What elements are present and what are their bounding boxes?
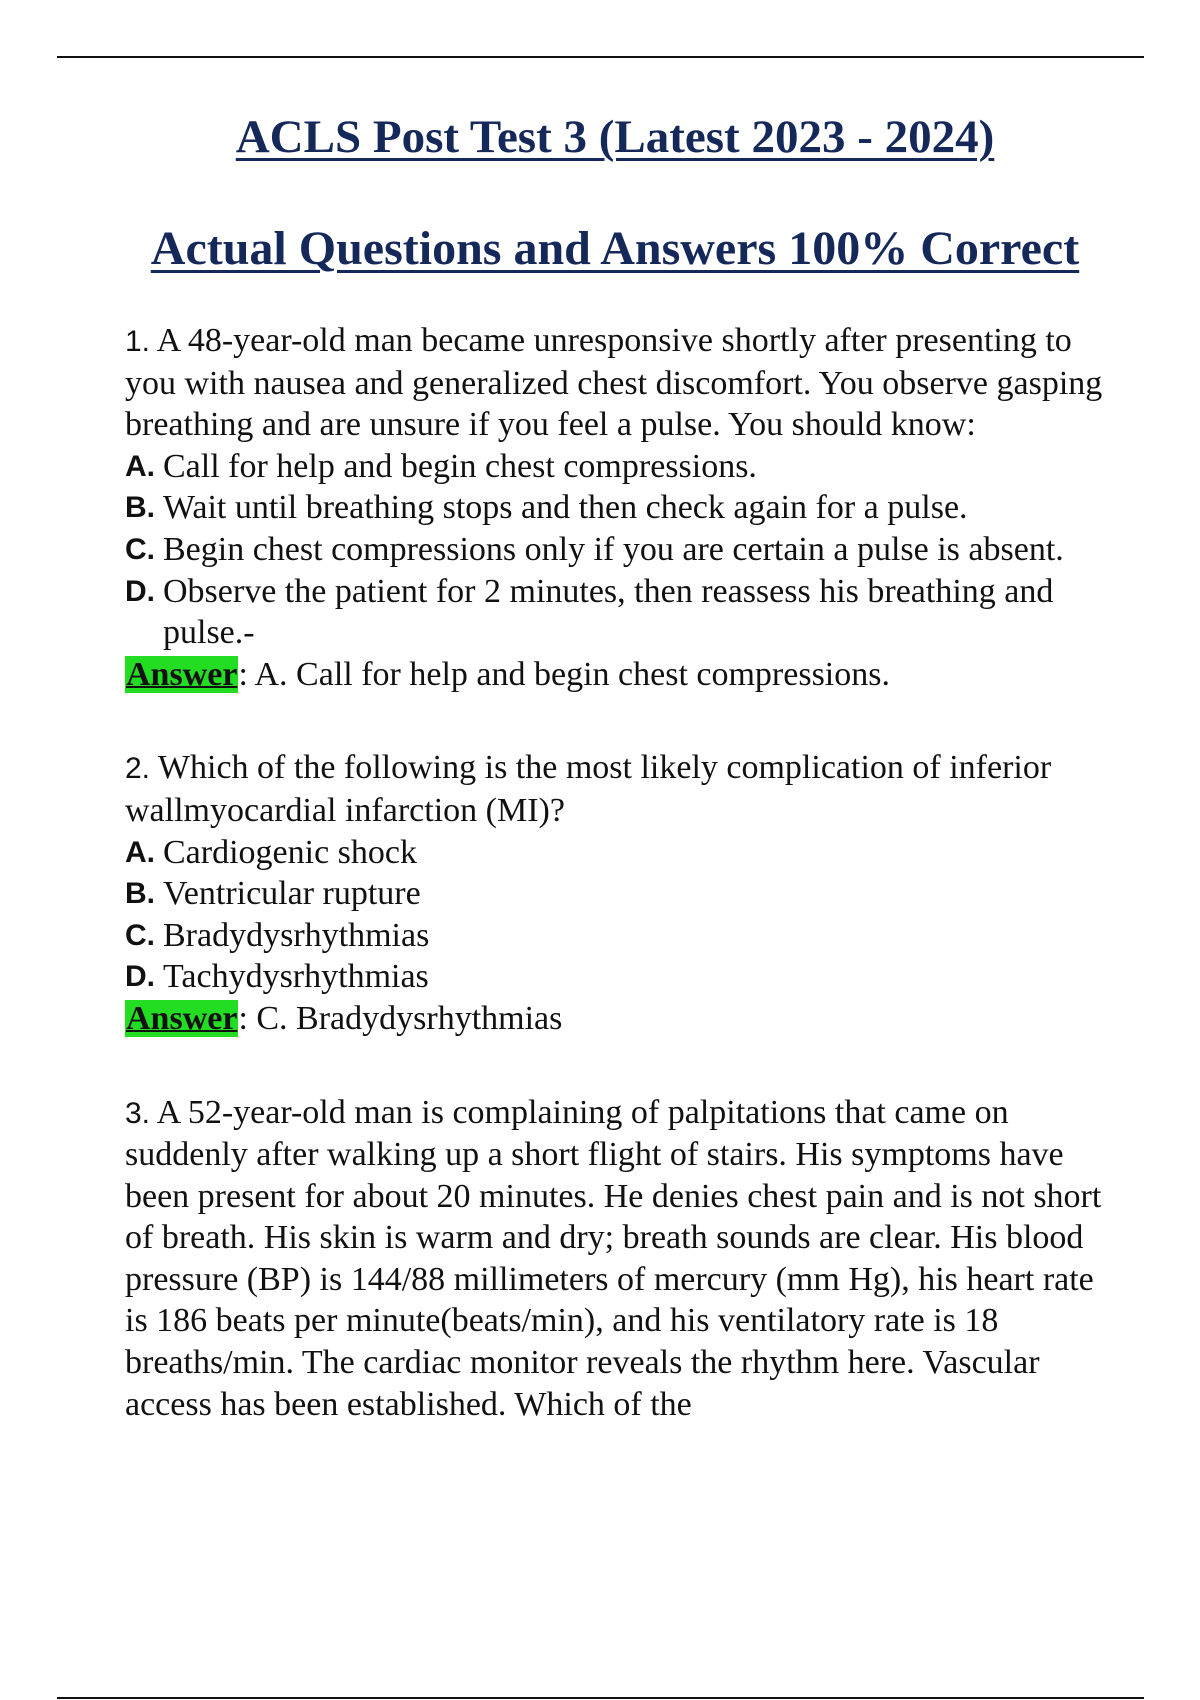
option-text: Begin chest compressions only if you are certain a pulse is absent. — [163, 530, 1064, 568]
question-text: Which of the following is the most likely complication of inferior wallmyocardial infarction (MI)? — [125, 749, 1052, 829]
option-letter: B. — [125, 877, 155, 911]
question-stem — [125, 747, 1105, 831]
answer-highlight: Answer — [126, 655, 238, 693]
option-text: Bradydysrhythmias — [163, 916, 430, 954]
question-3 — [125, 1092, 1105, 1426]
question-text: A 52-year-old man is complaining of palpitations that came on suddenly after walking up a short flight of stairs. His symptoms have been present for about 20 minutes. He denies chest pain and is not short of breath. His skin is warm and dry; breath sounds are clear. His blood pressure (BP) is 144/88 millimeters of mercury (mm Hg), his heart rate is 186 beats per minute(beats/min), and his ventilatory rate is 18 breaths/min. The cardiac monitor reveals the rhythm here. Vascular access has been established. Which of the — [125, 1093, 1102, 1423]
option-letter: A. — [125, 449, 155, 483]
option-text: Cardiogenic shock — [163, 833, 417, 871]
question-text: A 48-year-old man became unresponsive shortly after presenting to you with nausea and generalized chest discomfort. You observe gasping breathing and are unsure if you feel a pulse. You should know: — [125, 322, 1103, 444]
option-c — [125, 529, 1105, 571]
question-number: 1. — [125, 325, 151, 358]
question-list — [125, 320, 1105, 1425]
question-number: 2. — [125, 752, 151, 786]
option-b — [125, 487, 1105, 529]
top-rule — [57, 56, 1144, 58]
option-b — [125, 873, 1105, 915]
option-text: Ventricular rupture — [163, 875, 421, 913]
answer-text: : C. Bradydysrhythmias — [238, 999, 563, 1037]
page-subtitle: Actual Questions and Answers 100% Correct — [150, 222, 1080, 275]
option-text: Observe the patient for 2 minutes, then reassess his breathing and pulse.- — [163, 572, 1054, 652]
option-letter: C. — [125, 918, 155, 952]
option-text: Tachydysrhythmias — [163, 958, 429, 996]
answer-line — [125, 654, 1105, 696]
option-a — [125, 446, 1105, 488]
option-d — [125, 956, 1105, 998]
question-1 — [125, 320, 1105, 695]
spacer — [125, 695, 1105, 747]
option-a — [125, 832, 1105, 874]
option-d — [125, 571, 1105, 654]
option-letter: D. — [125, 960, 155, 994]
option-text: Call for help and begin chest compressions. — [163, 447, 757, 485]
question-stem — [125, 1092, 1105, 1426]
question-2 — [125, 747, 1105, 1039]
option-c — [125, 915, 1105, 957]
option-letter: B. — [125, 491, 155, 525]
spacer — [125, 1040, 1105, 1092]
bottom-rule — [57, 1697, 1144, 1699]
answer-highlight: Answer — [126, 999, 238, 1037]
question-stem — [125, 320, 1105, 446]
option-text: Wait until breathing stops and then check again for a pulse. — [163, 489, 968, 527]
option-letter: D. — [125, 574, 155, 608]
page-title: ACLS Post Test 3 (Latest 2023 - 2024) — [235, 111, 995, 163]
option-letter: C. — [125, 532, 155, 566]
question-number: 3. — [125, 1096, 151, 1130]
answer-text: : A. Call for help and begin chest compressions. — [238, 655, 890, 693]
answer-line — [125, 998, 1105, 1040]
option-letter: A. — [125, 835, 155, 869]
